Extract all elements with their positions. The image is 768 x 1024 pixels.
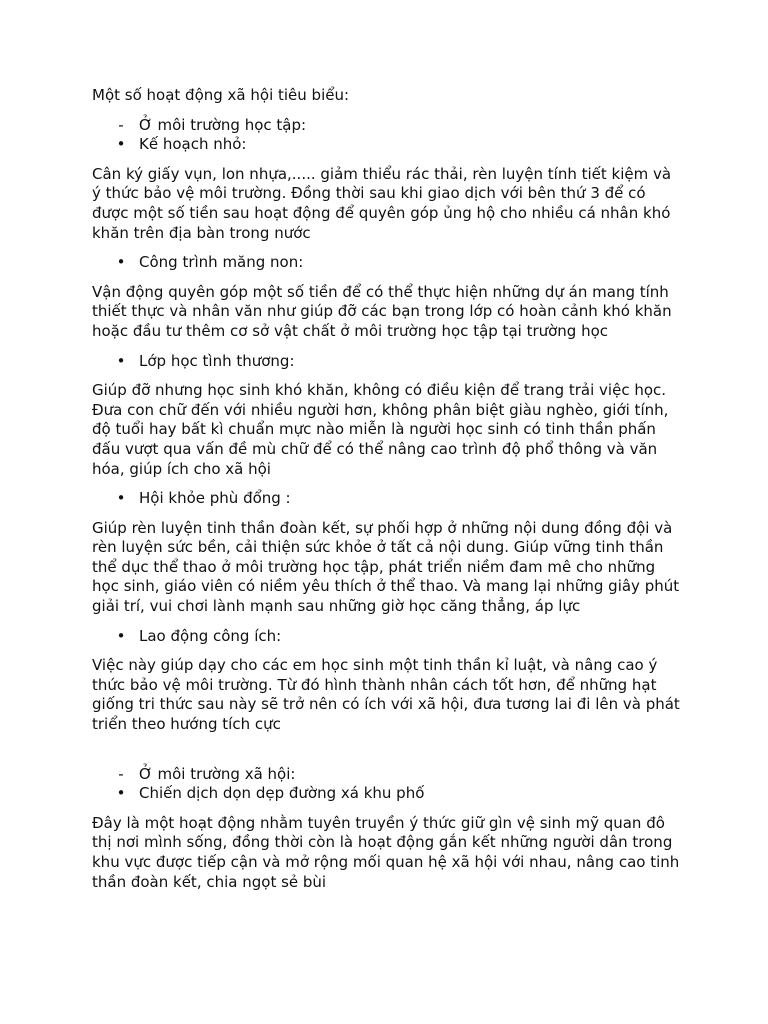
- list-charity-class: [92, 352, 682, 372]
- dash-marker: -: [118, 115, 124, 134]
- document-body: [92, 86, 682, 902]
- bullet-item-youth-project: [92, 253, 682, 273]
- bullet-item-label: Công trình măng non:: [139, 253, 304, 272]
- bullet-item-street-cleanup: [92, 784, 682, 804]
- list-school-environment: [92, 116, 682, 155]
- bullet-item-small-plan: [92, 135, 682, 155]
- paragraph-public-labor: Việc này giúp dạy cho các em học sinh một tinh thần kỉ luật, và nâng cao ý thức bảo vệ môi trường. Từ đó hình thành nhân cách tốt hơn, để những hạt giống tri thức sau này sẽ trở nên có ích với xã hội, đưa tương lai đi lên và phát triển theo hướng tích cực: [92, 656, 680, 734]
- bullet-item-label: Lao động công ích:: [139, 626, 282, 645]
- bullet-marker: •: [116, 135, 126, 154]
- paragraph-street-cleanup: Đây là một hoạt động nhằm tuyên truyền ý thức giữ gìn vệ sinh mỹ quan đô thị nơi mình sống, đồng thời còn là hoạt động gắn kết những người dân trong khu vực được tiếp cận và mở rộng mối quan hệ xã hội với nhau, nâng cao tinh thần đoàn kết, chia ngọt sẻ bùi: [92, 813, 680, 891]
- bullet-item-public-labor: [92, 627, 682, 647]
- list-youth-project: [92, 253, 682, 273]
- bullet-item-label: Hội khỏe phù đổng :: [139, 489, 291, 508]
- dash-item-social-environment: [92, 765, 682, 785]
- section-gap: [92, 745, 682, 765]
- list-social-environment: [92, 765, 682, 804]
- list-public-labor: [92, 627, 682, 647]
- dash-item-label: Ở môi trường xã hội:: [139, 764, 296, 783]
- bullet-item-label: Chiến dịch dọn dẹp đường xá khu phố: [139, 784, 425, 803]
- document-heading: Một số hoạt động xã hội tiêu biểu:: [92, 86, 350, 104]
- bullet-marker: •: [116, 253, 126, 272]
- bullet-item-label: Kế hoạch nhỏ:: [139, 135, 247, 154]
- list-sports-festival: [92, 489, 682, 509]
- paragraph-charity-class: Giúp đỡ nhưng học sinh khó khăn, không có điều kiện để trang trải việc học. Đưa con chữ đến với nhiều người hơn, không phân biệt giàu nghèo, giới tính, độ tuổi hay bất kì chuẩn mực nào miễn là người học sinh có tinh thần phấn đấu vượt qua vấn đề mù chữ để có thể nâng cao trình độ phổ thông và văn hóa, giúp ích cho xã hội: [92, 381, 669, 478]
- bullet-marker: •: [116, 489, 126, 508]
- bullet-marker: •: [116, 626, 126, 645]
- paragraph-small-plan: Cân ký giấy vụn, lon nhựa,..... giảm thiểu rác thải, rèn luyện tính tiết kiệm và ý thức bảo vệ môi trường. Đồng thời sau khi giao dịch với bên thứ 3 để có được một số tiền sau hoạt động để quyên góp ủng hộ cho nhiều cá nhân khó khăn trên địa bàn trong nước: [92, 164, 672, 242]
- dash-item-school-environment: [92, 116, 682, 136]
- bullet-marker: •: [116, 351, 126, 370]
- bullet-item-label: Lớp học tình thương:: [139, 351, 295, 370]
- paragraph-sports-festival: Giúp rèn luyện tinh thần đoàn kết, sự phối hợp ở những nội dung đồng đội và rèn luyện sức bền, cải thiện sức khỏe ở tất cả nội dung. Giúp vững tinh thần thể dục thể thao ở môi trường học tập, phát triển niềm đam mê cho những học sinh, giáo viên có niềm yêu thích ở thể thao. Và mang lại những giây phút giải trí, vui chơi lành mạnh sau những giờ học căng thẳng, áp lực: [92, 518, 680, 616]
- bullet-item-charity-class: [92, 352, 682, 372]
- paragraph-youth-project: Vận động quyên góp một số tiền để có thể thực hiện những dự án mang tính thiết thực và nhân văn như giúp đỡ các bạn trong lớp có hoàn cảnh khó khăn hoặc đầu tư thêm cơ sở vật chất ở môi trường học tập tại trường học: [92, 282, 672, 340]
- dash-marker: -: [118, 764, 124, 783]
- bullet-marker: •: [116, 784, 126, 803]
- bullet-item-sports-festival: [92, 489, 682, 509]
- dash-item-label: Ở môi trường học tập:: [139, 115, 307, 134]
